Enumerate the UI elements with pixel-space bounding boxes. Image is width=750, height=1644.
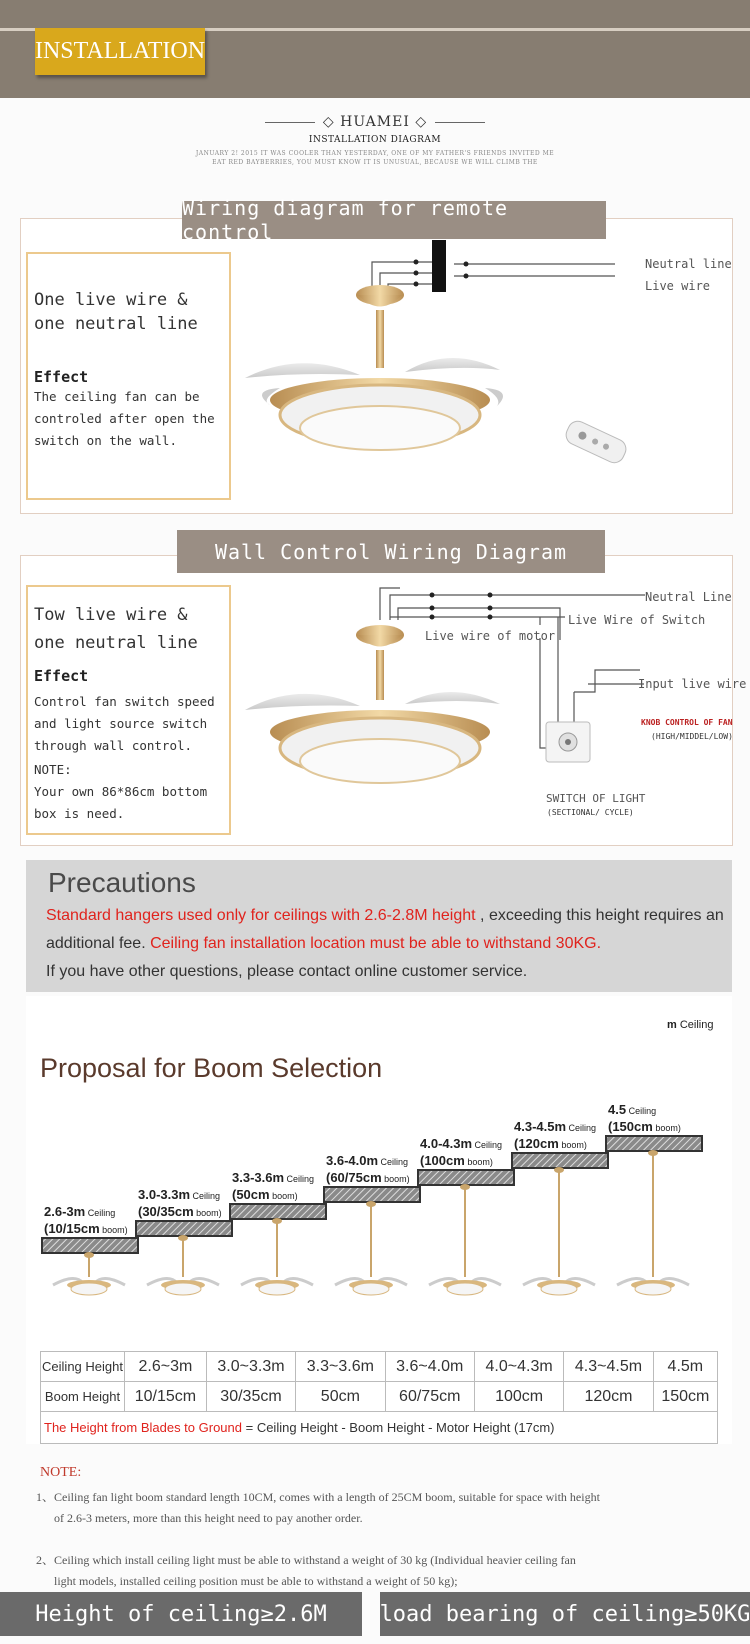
formula-rest: = Ceiling Height - Boom Height - Motor Height (17cm) <box>242 1420 555 1435</box>
step-height: 4.5 Ceiling <box>608 1102 657 1117</box>
wall-live-motor-label: Live wire of motor <box>425 629 556 643</box>
table-cell: 120cm <box>564 1382 653 1412</box>
knob-sub: (HIGH/MIDDEL/LOW) <box>651 732 733 741</box>
brand-subtitle: INSTALLATION DIAGRAM <box>308 135 442 145</box>
step-label <box>232 1170 314 1204</box>
wall-section-title: Wall Control Wiring Diagram <box>177 530 605 573</box>
table-cell: 4.3~4.5m <box>564 1352 653 1382</box>
formula-red: The Height from Blades to Ground <box>44 1420 242 1435</box>
step-boom: (10/15cm boom) <box>44 1221 128 1236</box>
remote-section-title: Wiring diagram for remote control <box>182 201 606 239</box>
prec-red-2: Ceiling fan installation location must be able to withstand 30KG. <box>150 935 602 952</box>
table-cell: 10/15cm <box>125 1382 207 1412</box>
remote-effect-heading: Effect <box>34 368 89 386</box>
wall-effect-text: Control fan switch speed and light source switch through wall control. <box>34 694 215 753</box>
note-item-2b: light models, installed ceiling position must be able to withstand a weight of 50 kg); <box>54 1574 458 1588</box>
precautions-line-2 <box>46 930 726 958</box>
step-label <box>326 1153 410 1187</box>
precautions-line-1 <box>46 902 726 930</box>
table-cell: 4.0~4.3m <box>474 1352 563 1382</box>
remote-live-label: Live wire <box>645 279 711 293</box>
wall-note-label: NOTE: <box>34 762 72 777</box>
table-row <box>41 1382 718 1412</box>
remote-effect-text: The ceiling fan can be controled after open the switch on the wall. <box>34 389 215 448</box>
note-item-1b: of 2.6-3 meters, more than this height need to pay another order. <box>54 1511 363 1525</box>
remote-desc-box <box>26 252 231 500</box>
note-item-1a: 1、Ceiling fan light boom standard length 10CM, comes with a length of 25CM boom, suitable for space with height <box>36 1490 600 1504</box>
step-height: 4.0-4.3m Ceiling <box>420 1136 503 1151</box>
ceiling-step <box>418 1170 514 1185</box>
switch-label: SWITCH OF LIGHT <box>546 792 646 805</box>
wall-desc-box <box>26 585 231 835</box>
ceiling-step <box>324 1187 420 1202</box>
footer-load-bearing: load bearing of ceiling≥50KG <box>380 1592 750 1636</box>
step-height: 3.0-3.3m Ceiling <box>138 1187 221 1202</box>
step-height: 3.6-4.0m Ceiling <box>326 1153 409 1168</box>
table-cell: 3.3~3.6m <box>296 1352 385 1382</box>
unit-label <box>667 1019 713 1031</box>
wall-live-switch-label: Live Wire of Switch <box>568 613 706 627</box>
remote-desc-title: One live wire & one neutral line <box>34 290 198 334</box>
brand-text: HUAMEI <box>340 114 410 130</box>
unit-ceiling: Ceiling <box>679 1019 714 1031</box>
remote-neutral-label: Neutral line <box>645 257 732 271</box>
step-height: 4.3-4.5m Ceiling <box>514 1119 597 1134</box>
step-height: 2.6-3m Ceiling <box>44 1204 116 1219</box>
table-cell: 4.5m <box>653 1352 717 1382</box>
note-item-2a: 2、Ceiling which install ceiling light must be able to withstand a weight of 30 kg (Individual heavier ceiling fan <box>36 1553 576 1567</box>
table-cell: 3.6~4.0m <box>385 1352 474 1382</box>
ceiling-step <box>606 1136 702 1151</box>
table-cell: 30/35cm <box>206 1382 295 1412</box>
wall-input-label: Input live wire <box>638 677 747 691</box>
table-cell: 3.0~3.3m <box>206 1352 295 1382</box>
receiver-label: receiver <box>443 247 453 291</box>
prec-rest-1: , exceeding this height requires an <box>480 907 724 924</box>
table-row-header: Boom Height <box>41 1382 125 1412</box>
prec-red-1: Standard hangers used only for ceilings with 2.6-2.8M height <box>46 907 476 924</box>
unit-m: m <box>667 1019 677 1031</box>
table-cell: 60/75cm <box>385 1382 474 1412</box>
step-label <box>44 1204 128 1238</box>
step-label <box>514 1119 596 1153</box>
step-boom: (30/35cm boom) <box>138 1204 222 1219</box>
wall-neutral-label: Neutral Line <box>645 590 732 604</box>
boom-title: Proposal for Boom Selection <box>40 1053 383 1083</box>
remote-control-icon <box>563 418 629 466</box>
wall-note-text: Your own 86*86cm bottom box is need. <box>34 784 208 821</box>
table-cell: 150cm <box>653 1382 717 1412</box>
wall-desc-title: Tow live wire & one neutral line <box>34 605 198 653</box>
brand-tagline-1: JANUARY 2! 2015 IT WAS COOLER THAN YESTERDAY, ONE OF MY FATHER'S FRIENDS INVITED ME <box>195 150 555 157</box>
ceiling-step <box>136 1221 232 1236</box>
step-boom: (100cm boom) <box>420 1153 493 1168</box>
precautions-line-3: If you have other questions, please contact online customer service. <box>46 963 528 980</box>
table-cell: 2.6~3m <box>125 1352 207 1382</box>
step-height: 3.3-3.6m Ceiling <box>232 1170 315 1185</box>
switch-sub: (SECTIONAL/ CYCLE) <box>547 808 634 817</box>
ceiling-fan-icon <box>245 285 503 450</box>
step-label <box>608 1102 681 1136</box>
precautions-title: Precautions <box>48 867 196 898</box>
table-row <box>41 1412 718 1444</box>
table-cell: 50cm <box>296 1382 385 1412</box>
boom-table <box>40 1351 718 1444</box>
ceiling-step <box>230 1204 326 1219</box>
footer-ceiling-height: Height of ceiling≥2.6M <box>0 1592 362 1636</box>
wall-ceiling-fan-icon <box>245 625 500 783</box>
knob-label: KNOB CONTROL OF FAN <box>641 718 733 727</box>
installation-badge: INSTALLATION <box>35 28 205 75</box>
step-label <box>138 1187 222 1221</box>
table-row-header: Ceiling Height <box>41 1352 125 1382</box>
step-boom: (150cm boom) <box>608 1119 681 1134</box>
note-heading: NOTE: <box>40 1465 82 1480</box>
step-boom: (120cm boom) <box>514 1136 587 1151</box>
brand-tagline-2: EAT RED BAYBERRIES, YOU MUST KNOW IT IS UNUSUAL, BECAUSE WE WILL CLIMB THE <box>212 159 538 166</box>
brand-name: ◇ HUAMEI ◇ <box>0 114 750 130</box>
ceiling-step <box>512 1153 608 1168</box>
prec-start-2: additional fee. <box>46 935 146 952</box>
ceiling-step <box>42 1238 138 1253</box>
step-label <box>420 1136 502 1170</box>
step-boom: (50cm boom) <box>232 1187 298 1202</box>
wall-switch-icon <box>546 722 590 762</box>
table-row <box>41 1352 718 1382</box>
wall-effect-heading: Effect <box>34 667 89 685</box>
table-cell: 100cm <box>474 1382 563 1412</box>
step-boom: (60/75cm boom) <box>326 1170 410 1185</box>
table-formula <box>41 1412 718 1444</box>
